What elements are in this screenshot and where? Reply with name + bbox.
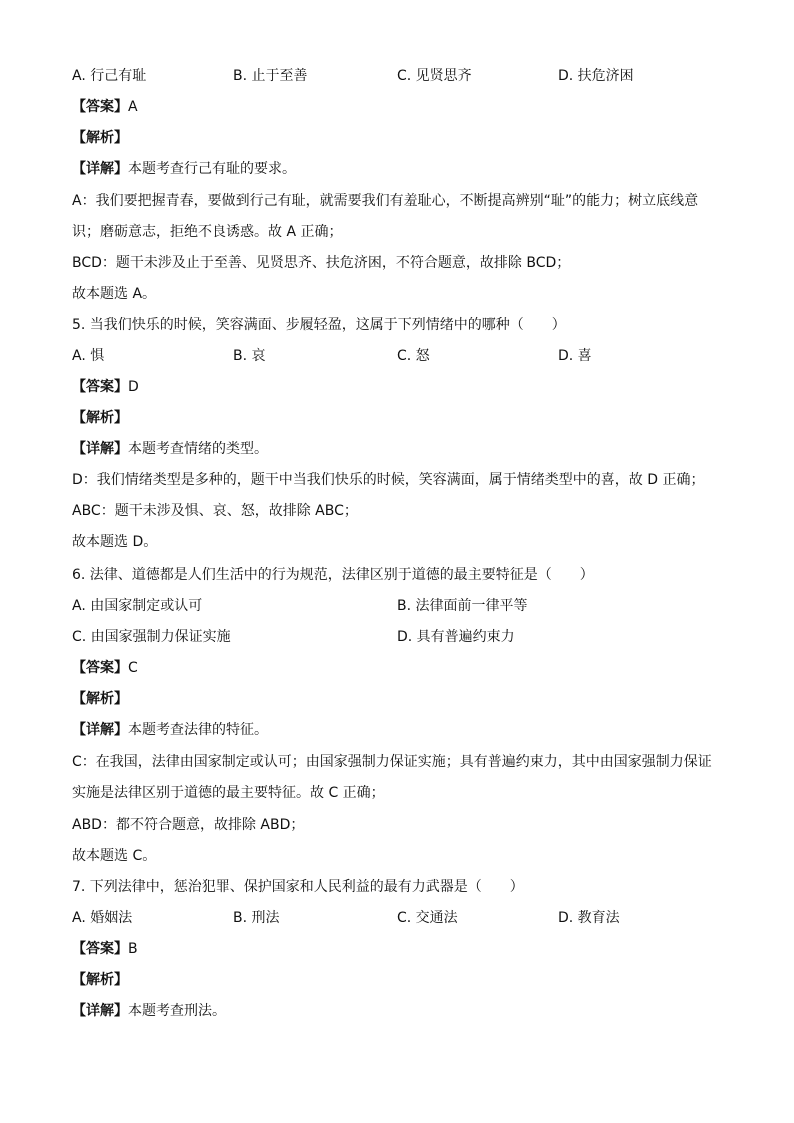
q6-option-d: D. 具有普遍约束力 [397, 629, 515, 645]
q4-answer [72, 97, 138, 117]
q5-option-a: A. 惧 [72, 348, 105, 364]
q4-analysis-tag: 【解析】 [72, 130, 128, 146]
q5-conclusion: 故本题选 D。 [72, 534, 158, 550]
q5-option-c: C. 怒 [397, 348, 430, 364]
q4-conclusion: 故本题选 A。 [72, 286, 157, 302]
q6-option-c: C. 由国家强制力保证实施 [72, 629, 231, 645]
q7-option-b: B. 刑法 [233, 910, 280, 926]
q7-question: 7. 下列法律中，惩治犯罪、保护国家和人民利益的最有力武器是（ ） [72, 879, 524, 895]
q6-option-b: B. 法律面前一律平等 [397, 598, 528, 614]
answer-tag: 【答案】 [72, 660, 128, 676]
detail-tag: 【详解】 [72, 441, 128, 457]
detail-intro: 本题考查行己有耻的要求。 [128, 161, 296, 177]
detail-tag: 【详解】 [72, 161, 128, 177]
answer-value: C [128, 660, 138, 676]
q6-analysis-tag: 【解析】 [72, 691, 128, 707]
q6-option-a: A. 由国家制定或认可 [72, 598, 203, 614]
detail-intro: 本题考查刑法。 [128, 1003, 226, 1019]
answer-value: B [128, 941, 138, 957]
q5-question: 5. 当我们快乐的时候，笑容满面、步履轻盈，这属于下列情绪中的哪种（ ） [72, 317, 566, 333]
answer-tag: 【答案】 [72, 941, 128, 957]
q4-option-c: C. 见贤思齐 [397, 68, 472, 84]
q7-option-c: C. 交通法 [397, 910, 458, 926]
q6-detail-p2: ABD：都不符合题意，故排除 ABD； [72, 817, 305, 833]
detail-intro: 本题考查情绪的类型。 [128, 441, 268, 457]
q6-detail-p1: C：在我国，法律由国家制定或认可；由国家强制力保证实施；具有普遍约束力，其中由国家强制力保证实施是法律区别于道德的最主要特征。故 C 正确； [72, 754, 712, 801]
q4-detail-p2: BCD：题干未涉及止于至善、见贤思齐、扶危济困，不符合题意，故排除 BCD； [72, 255, 571, 271]
q4-option-b: B. 止于至善 [233, 68, 308, 84]
detail-tag: 【详解】 [72, 722, 128, 738]
q7-option-a: A. 婚姻法 [72, 910, 133, 926]
answer-value: A [128, 99, 138, 115]
q5-answer [72, 377, 139, 397]
q4-option-d: D. 扶危济困 [558, 68, 634, 84]
q4-option-a: A. 行己有耻 [72, 68, 147, 84]
detail-tag: 【详解】 [72, 1003, 128, 1019]
q6-answer [72, 658, 138, 678]
q4-detail-p1: A：我们要把握青春，要做到行己有耻，就需要我们有羞耻心，不断提高辨别“耻”的能力；树立底线意识；磨砺意志，拒绝不良诱惑。故 A 正确； [72, 193, 699, 240]
q5-detail-p1: D：我们情绪类型是多种的，题干中当我们快乐的时候，笑容满面，属于情绪类型中的喜，故 D 正确； [72, 472, 705, 488]
answer-tag: 【答案】 [72, 379, 128, 395]
q5-option-b: B. 哀 [233, 348, 266, 364]
q6-conclusion: 故本题选 C。 [72, 848, 157, 864]
q6-detail [72, 720, 268, 740]
q7-detail [72, 1001, 226, 1021]
answer-tag: 【答案】 [72, 99, 128, 115]
q5-detail-p2: ABC：题干未涉及惧、哀、怒，故排除 ABC； [72, 503, 358, 519]
q7-option-d: D. 教育法 [558, 910, 620, 926]
q7-answer [72, 939, 138, 959]
q5-detail [72, 439, 268, 459]
q5-option-d: D. 喜 [558, 348, 592, 364]
q4-detail [72, 159, 296, 179]
answer-value: D [128, 379, 139, 395]
detail-intro: 本题考查法律的特征。 [128, 722, 268, 738]
q5-analysis-tag: 【解析】 [72, 410, 128, 426]
q7-analysis-tag: 【解析】 [72, 972, 128, 988]
q6-question: 6. 法律、道德都是人们生活中的行为规范，法律区别于道德的最主要特征是（ ） [72, 567, 594, 583]
